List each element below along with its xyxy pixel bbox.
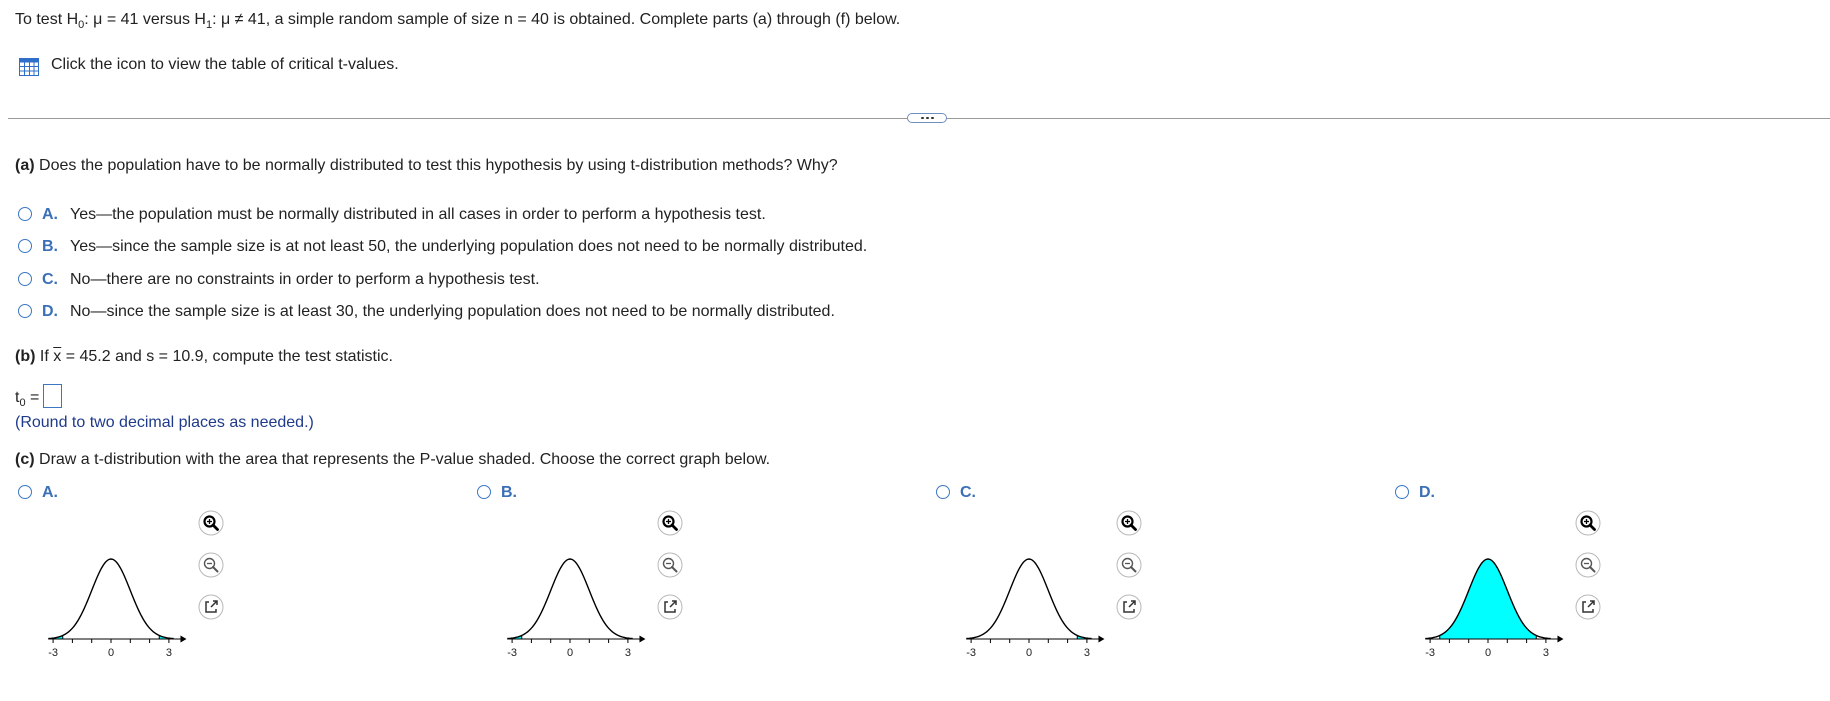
tick-label: -3 bbox=[507, 647, 517, 659]
rounding-note: (Round to two decimal places as needed.) bbox=[15, 414, 314, 431]
option-text: Yes—the population must be normally distributed in all cases in order to perform a hypothesis test. bbox=[70, 206, 766, 223]
part-b-label: (b) bbox=[15, 348, 36, 365]
radio-button[interactable] bbox=[18, 304, 32, 318]
option-text: Yes—since the sample size is at not least 50, the underlying population does not need to be normally distributed. bbox=[70, 238, 868, 255]
part-c-question bbox=[15, 451, 770, 469]
open-external-icon[interactable] bbox=[657, 594, 683, 620]
option-c[interactable] bbox=[18, 271, 540, 289]
tick-label: 3 bbox=[165, 647, 172, 659]
option-d[interactable] bbox=[18, 303, 835, 321]
option-a[interactable] bbox=[18, 206, 766, 224]
option-letter: B. bbox=[42, 238, 58, 255]
zoom-out-icon[interactable] bbox=[657, 552, 683, 578]
problem-statement bbox=[15, 11, 900, 29]
radio-button[interactable] bbox=[18, 272, 32, 286]
radio-button[interactable] bbox=[18, 207, 32, 221]
graph-option-d[interactable] bbox=[1395, 484, 1447, 502]
zoom-in-icon[interactable] bbox=[198, 510, 224, 536]
option-letter: D. bbox=[42, 303, 58, 320]
option-letter: D. bbox=[1419, 484, 1435, 501]
option-letter: C. bbox=[42, 271, 58, 288]
part-c-question-text: Draw a t-distribution with the area that represents the P-value shaded. Choose the correct graph below. bbox=[39, 451, 771, 468]
zoom-in-icon[interactable] bbox=[657, 510, 683, 536]
critical-values-link-text[interactable]: Click the icon to view the table of critical t-values. bbox=[51, 56, 399, 73]
option-letter: C. bbox=[960, 484, 976, 501]
tdist-graph-c bbox=[966, 527, 1116, 667]
test-statistic-input[interactable] bbox=[43, 384, 62, 408]
open-external-icon[interactable] bbox=[1116, 594, 1142, 620]
part-c-label: (c) bbox=[15, 451, 35, 468]
graph-option-c[interactable] bbox=[936, 484, 988, 502]
h0-subscript: 0 bbox=[78, 19, 85, 31]
tdist-graph-d bbox=[1425, 527, 1575, 667]
zoom-in-icon[interactable] bbox=[1116, 510, 1142, 536]
open-external-icon[interactable] bbox=[198, 594, 224, 620]
t-label: t bbox=[15, 389, 20, 406]
radio-button[interactable] bbox=[18, 239, 32, 253]
tick-label: -3 bbox=[48, 647, 58, 659]
zoom-out-icon[interactable] bbox=[1575, 552, 1601, 578]
density-curve bbox=[966, 559, 1091, 639]
axis-arrow bbox=[180, 636, 186, 643]
zoom-in-icon[interactable] bbox=[1575, 510, 1601, 536]
axis-arrow bbox=[639, 636, 645, 643]
graph-option-a[interactable] bbox=[18, 484, 70, 502]
tick-label: -3 bbox=[1425, 647, 1435, 659]
open-external-icon[interactable] bbox=[1575, 594, 1601, 620]
h0-relation: : μ = 41 versus H bbox=[84, 11, 206, 28]
part-b-question bbox=[15, 348, 393, 366]
equals-sign: = bbox=[30, 389, 40, 406]
graph-option-b[interactable] bbox=[477, 484, 529, 502]
tdist-graph-b bbox=[507, 527, 657, 667]
h1-subscript: 1 bbox=[205, 19, 213, 31]
radio-button[interactable] bbox=[936, 485, 950, 499]
density-curve bbox=[48, 559, 173, 639]
option-b[interactable] bbox=[18, 238, 867, 256]
tick-label: 0 bbox=[107, 647, 115, 659]
option-letter: B. bbox=[501, 484, 517, 501]
tick-label: 0 bbox=[1025, 647, 1033, 659]
density-curve bbox=[507, 559, 632, 639]
zoom-out-icon[interactable] bbox=[198, 552, 224, 578]
part-a-question-text: Does the population have to be normally distributed to test this hypothesis by using t-distribution methods? Why? bbox=[39, 157, 838, 174]
tick-label: 3 bbox=[1083, 647, 1090, 659]
part-b-question-text: = 45.2 and s = 10.9, compute the test statistic. bbox=[65, 348, 393, 365]
test-statistic-row bbox=[15, 384, 62, 408]
tdist-graph-a bbox=[48, 527, 198, 667]
zoom-out-icon[interactable] bbox=[1116, 552, 1142, 578]
t-subscript: 0 bbox=[19, 397, 26, 409]
part-a-label: (a) bbox=[15, 157, 35, 174]
shaded-region bbox=[1440, 559, 1537, 639]
option-letter: A. bbox=[42, 484, 58, 501]
option-letter: A. bbox=[42, 206, 58, 223]
radio-button[interactable] bbox=[1395, 485, 1409, 499]
tick-label: 3 bbox=[624, 647, 631, 659]
axis-arrow bbox=[1098, 636, 1104, 643]
x-bar-symbol: $\overline{x}$ bbox=[53, 348, 62, 365]
h1-relation: : μ ≠ 41, a simple random sample of size n = 40 is obtained. Complete parts (a) through (f) below. bbox=[212, 11, 901, 28]
option-text: No—since the sample size is at least 30, the underlying population does not need to be normally distributed. bbox=[70, 303, 835, 320]
tick-label: 3 bbox=[1542, 647, 1549, 659]
expand-button[interactable] bbox=[907, 113, 947, 123]
tick-label: 0 bbox=[566, 647, 574, 659]
axis-arrow bbox=[1557, 636, 1563, 643]
option-text: No—there are no constraints in order to perform a hypothesis test. bbox=[70, 271, 540, 288]
intro-prefix: To test H bbox=[15, 11, 79, 28]
tick-label: 0 bbox=[1484, 647, 1492, 659]
part-a-question bbox=[15, 157, 838, 175]
tick-label: -3 bbox=[966, 647, 976, 659]
radio-button[interactable] bbox=[477, 485, 491, 499]
radio-button[interactable] bbox=[18, 485, 32, 499]
table-icon[interactable] bbox=[19, 58, 39, 76]
part-b-if: If bbox=[39, 348, 49, 365]
